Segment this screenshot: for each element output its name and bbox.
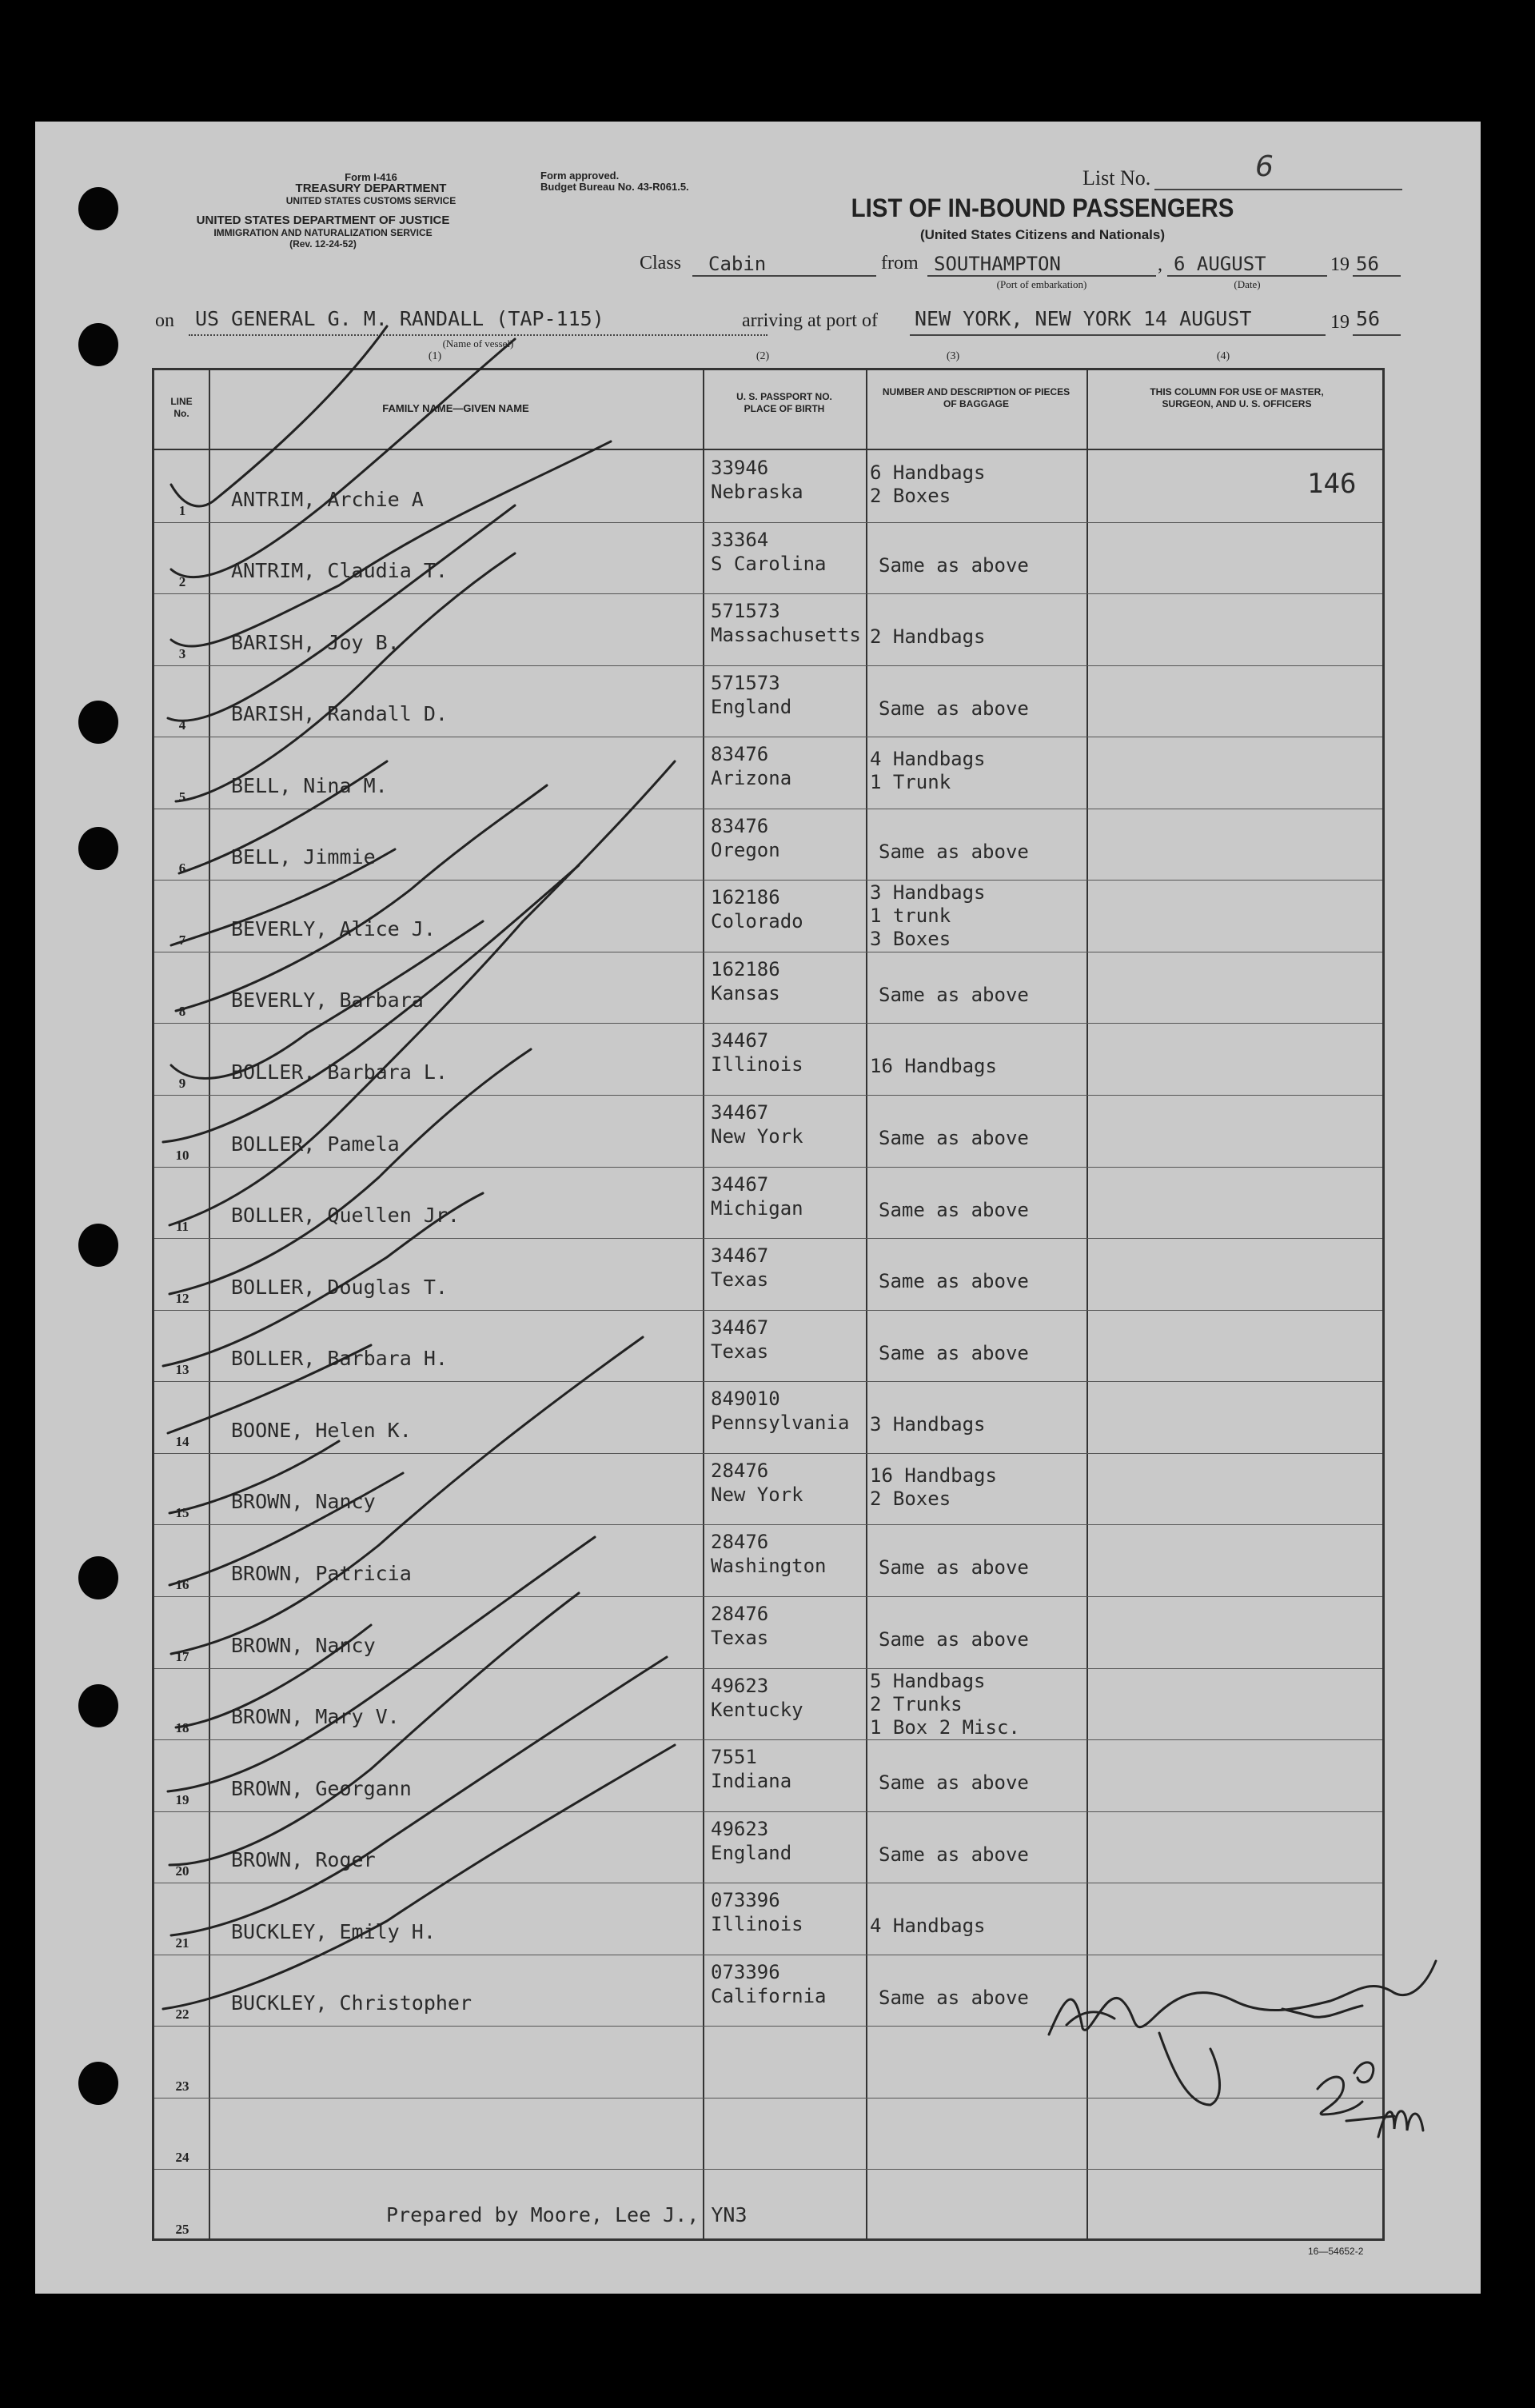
table-row [154, 1739, 1382, 1811]
table-row [154, 1310, 1382, 1382]
passport-number: 162186 [711, 886, 780, 909]
passenger-name: BARISH, Joy B. [231, 630, 400, 654]
year-arrival: 56 [1356, 307, 1381, 330]
year-embark: 56 [1356, 253, 1379, 275]
line-number: 6 [178, 861, 186, 877]
passenger-name: ANTRIM, Claudia T. [231, 559, 448, 583]
passenger-name: BROWN, Mary V. [231, 1705, 400, 1729]
place-of-birth: England [711, 695, 792, 718]
immigration-service: IMMIGRATION AND NATURALIZATION SERVICE [213, 227, 433, 238]
footer-code: 16—54652-2 [1308, 2246, 1364, 2257]
table-row [154, 450, 1382, 522]
binder-hole [78, 323, 118, 366]
passenger-name: BROWN, Georgann [231, 1776, 412, 1800]
line-number: 10 [175, 1147, 189, 1163]
table-row [154, 1811, 1382, 1883]
table-row [154, 2098, 1382, 2170]
binder-hole [78, 2062, 118, 2105]
baggage-item: Same as above [879, 983, 1029, 1006]
baggage-item: Same as above [879, 1627, 1029, 1651]
line-number: 11 [175, 1219, 189, 1235]
passport-number: 073396 [711, 1889, 780, 1912]
place-of-birth: New York [711, 1483, 803, 1506]
passenger-name: BOLLER, Barbara H. [231, 1347, 448, 1371]
baggage-item: Same as above [879, 553, 1029, 577]
passenger-name: BROWN, Patricia [231, 1561, 412, 1585]
place-of-birth: Washington [711, 1555, 827, 1578]
baggage-item: Same as above [879, 840, 1029, 863]
passport-number: 34467 [711, 1244, 769, 1268]
passenger-name: BUCKLEY, Christopher [231, 1991, 472, 2015]
manifest-page [35, 122, 1481, 2294]
passport-number: 34467 [711, 1029, 769, 1052]
passport-number: 83476 [711, 743, 769, 766]
passport-number: 49623 [711, 1674, 769, 1697]
vessel-note: (Name of vessel) [442, 337, 514, 349]
place-of-birth: Massachusetts [711, 624, 861, 647]
prepared-by: Prepared by Moore, Lee J., YN3 [386, 2202, 748, 2226]
line-number: 2 [178, 574, 186, 590]
arriving-label: arriving at port of [742, 310, 878, 331]
place-of-birth: Indiana [711, 1770, 792, 1793]
line-number: 25 [175, 2221, 189, 2237]
arrival-date-embark: 6 AUGUST [1174, 253, 1266, 275]
class-label: Class [640, 253, 682, 274]
table-row [154, 1238, 1382, 1310]
baggage-item: 5 Handbags [870, 1669, 986, 1692]
line-number: 1 [178, 502, 186, 518]
date-note: (Date) [1234, 278, 1261, 290]
line-number: 16 [175, 1576, 189, 1592]
baggage-item: Same as above [879, 1127, 1029, 1150]
passenger-name: BOONE, Helen K. [231, 1418, 412, 1442]
year-prefix [1330, 254, 1350, 276]
place-of-birth: Nebraska [711, 481, 803, 503]
header-baggage: NUMBER AND DESCRIPTION OF PIECES OF BAGGAGE [882, 386, 1071, 409]
document-title: LIST OF IN-BOUND PASSENGERS [851, 194, 1234, 222]
place-of-birth: Pennsylvania [711, 1412, 850, 1435]
baggage-item: 1 Box 2 Misc. [870, 1715, 1020, 1739]
line-number: 3 [178, 645, 186, 661]
baggage-item: 1 Trunk [870, 771, 951, 794]
table-row [154, 952, 1382, 1024]
line-number: 22 [175, 2007, 189, 2023]
list-no-line [1154, 189, 1402, 190]
passport-number: 34467 [711, 1172, 769, 1196]
passport-number: 83476 [711, 814, 769, 837]
binder-hole [78, 827, 118, 870]
baggage-item: 4 Handbags [870, 1915, 986, 1938]
form-approved: Form approved. [540, 170, 620, 182]
passport-number: 49623 [711, 1817, 769, 1840]
passenger-name: BROWN, Nancy [231, 1633, 376, 1657]
table-row [154, 522, 1382, 594]
line-number: 15 [175, 1505, 189, 1521]
date-line [1167, 275, 1327, 277]
baggage-item: 16 Handbags [870, 1055, 997, 1078]
list-no-value: 6 [1255, 150, 1274, 183]
baggage-item: 6 Handbags [870, 461, 986, 484]
baggage-item: Same as above [879, 1341, 1029, 1364]
embark-note: (Port of embarkation) [996, 278, 1087, 290]
header-passport: U. S. PASSPORT NO. PLACE OF BIRTH [736, 391, 832, 414]
budget-bureau: Budget Bureau No. 43-R061.5. [540, 181, 689, 193]
table-row [154, 2026, 1382, 2098]
binder-hole [78, 187, 118, 230]
table-row [154, 1453, 1382, 1525]
arrival-line [910, 334, 1326, 336]
table-row [154, 1668, 1382, 1740]
baggage-item: 2 Boxes [870, 1487, 951, 1510]
header-name: FAMILY NAME—GIVEN NAME [382, 402, 529, 414]
passport-number: 7551 [711, 1746, 757, 1769]
binder-hole [78, 1556, 118, 1599]
table-row [154, 737, 1382, 809]
baggage-item: 16 Handbags [870, 1464, 997, 1487]
passport-number: 34467 [711, 1101, 769, 1124]
baggage-item: 3 Handbags [870, 1413, 986, 1436]
passenger-name: BOLLER, Barbara L. [231, 1060, 448, 1084]
year-prefix-text-2: 19 [1330, 312, 1350, 333]
from-label: from [881, 253, 919, 274]
binder-hole [78, 1224, 118, 1267]
customs-service: UNITED STATES CUSTOMS SERVICE [285, 195, 457, 206]
passenger-name: BELL, Nina M. [231, 773, 388, 797]
year-prefix-2 [1330, 312, 1350, 333]
line-number: 19 [175, 1791, 189, 1807]
passport-number: 571573 [711, 600, 780, 623]
passenger-table [152, 368, 1385, 2241]
line-number: 9 [178, 1076, 186, 1092]
place-of-birth: Illinois [711, 1053, 803, 1076]
place-of-birth: Kentucky [711, 1698, 803, 1721]
baggage-item: Same as above [879, 697, 1029, 720]
passenger-name: BELL, Jimmie [231, 845, 376, 869]
baggage-item: Same as above [879, 1771, 1029, 1795]
place-of-birth: Illinois [711, 1913, 803, 1936]
baggage-item: Same as above [879, 1986, 1029, 2009]
passenger-name: BOLLER, Douglas T. [231, 1275, 448, 1299]
baggage-item: Same as above [879, 1556, 1029, 1579]
table-row [154, 1524, 1382, 1596]
passport-number: 33946 [711, 457, 769, 479]
line-number: 24 [175, 2150, 189, 2166]
baggage-item: 3 Boxes [870, 928, 951, 951]
place-of-birth: Arizona [711, 767, 792, 790]
passenger-name: BUCKLEY, Emily H. [231, 1919, 436, 1943]
baggage-item: 2 Trunks [870, 1692, 963, 1715]
binder-hole [78, 701, 118, 744]
line-number: 20 [175, 1863, 189, 1879]
line-number: 5 [178, 789, 186, 805]
passport-number: 33364 [711, 528, 769, 551]
place-of-birth: California [711, 1984, 827, 2007]
place-of-birth: Kansas [711, 981, 780, 1004]
passenger-name: BARISH, Randall D. [231, 702, 448, 726]
passenger-name: BEVERLY, Barbara [231, 988, 424, 1012]
table-row [154, 1167, 1382, 1239]
baggage-item: Same as above [879, 1198, 1029, 1221]
baggage-item: Same as above [879, 1270, 1029, 1293]
binder-hole [78, 1684, 118, 1727]
place-of-birth: England [711, 1841, 792, 1864]
col-num-3: (3) [946, 350, 960, 362]
document-subtitle: (United States Citizens and Nationals) [919, 227, 1166, 242]
table-row [154, 809, 1382, 881]
justice-dept: UNITED STATES DEPARTMENT OF JUSTICE [196, 214, 450, 227]
table-row [154, 1023, 1382, 1095]
passport-number: 28476 [711, 1459, 769, 1482]
place-of-birth: Michigan [711, 1196, 803, 1220]
table-row [154, 665, 1382, 737]
year-line [1353, 275, 1401, 277]
col-num-1: (1) [428, 350, 442, 362]
header-line-no: LINE No. [170, 396, 193, 419]
place-of-birth: Oregon [711, 838, 780, 861]
embark-line [927, 275, 1156, 277]
treasury-dept: TREASURY DEPARTMENT [295, 182, 447, 195]
baggage-item: 1 trunk [870, 904, 951, 928]
line-number: 21 [175, 1935, 189, 1951]
place-of-birth: S Carolina [711, 552, 827, 575]
table-row [154, 1381, 1382, 1453]
arrival-port: NEW YORK, NEW YORK 14 AUGUST [915, 307, 1252, 330]
header-officers: THIS COLUMN FOR USE OF MASTER, SURGEON, AND U. S. OFFICERS [1150, 386, 1324, 409]
baggage-item: Same as above [879, 1843, 1029, 1866]
place-of-birth: Texas [711, 1340, 769, 1363]
place-of-birth: Colorado [711, 910, 803, 933]
place-of-birth: Texas [711, 1626, 769, 1649]
line-number: 18 [175, 1720, 189, 1736]
passport-number: 073396 [711, 1960, 780, 1983]
place-of-birth: Texas [711, 1268, 769, 1292]
line-number: 14 [175, 1433, 189, 1449]
embark-port: SOUTHAMPTON [934, 253, 1061, 275]
place-of-birth: New York [711, 1125, 803, 1148]
vessel-name: US GENERAL G. M. RANDALL (TAP-115) [195, 307, 604, 330]
table-row [154, 2169, 1382, 2241]
class-line [692, 275, 876, 277]
line-number: 17 [175, 1648, 189, 1664]
col-num-2: (2) [756, 350, 770, 362]
revision-date: (Rev. 12-24-52) [289, 238, 357, 250]
line-number: 13 [175, 1362, 189, 1378]
table-row [154, 1883, 1382, 1955]
passport-number: 28476 [711, 1531, 769, 1554]
passport-number: 34467 [711, 1316, 769, 1339]
baggage-item: 3 Handbags [870, 881, 986, 904]
passenger-name: ANTRIM, Archie A [231, 487, 424, 511]
list-no-label: List No. [1082, 166, 1151, 190]
baggage-item: 2 Handbags [870, 625, 986, 649]
baggage-item: 4 Handbags [870, 748, 986, 771]
table-row [154, 1596, 1382, 1668]
table-row [154, 1095, 1382, 1167]
year-line-2 [1353, 334, 1401, 336]
vessel-line [189, 334, 768, 336]
baggage-item: 2 Boxes [870, 485, 951, 507]
line-number: 23 [175, 2078, 189, 2094]
table-row [154, 1955, 1382, 2027]
line-number: 8 [178, 1004, 186, 1020]
line-number: 4 [178, 717, 186, 733]
passport-number: 849010 [711, 1388, 780, 1411]
line-number: 12 [175, 1290, 189, 1306]
year-prefix-text: 19 [1330, 254, 1350, 275]
class-value: Cabin [708, 253, 767, 275]
passenger-name: BROWN, Roger [231, 1848, 376, 1872]
form-number: Form I-416 [345, 171, 397, 183]
comma: , [1158, 254, 1162, 275]
passport-number: 571573 [711, 671, 780, 694]
passenger-name: BEVERLY, Alice J. [231, 916, 436, 940]
table-row [154, 880, 1382, 952]
line-number: 7 [178, 932, 186, 948]
passenger-name: BROWN, Nancy [231, 1490, 376, 1514]
col-num-4: (4) [1216, 350, 1230, 362]
passport-number: 162186 [711, 957, 780, 980]
officer-note: 146 [1307, 468, 1357, 500]
table-row [154, 593, 1382, 665]
passenger-name: BOLLER, Pamela [231, 1132, 400, 1156]
on-label: on [155, 310, 174, 331]
passport-number: 28476 [711, 1602, 769, 1625]
passenger-name: BOLLER, Quellen Jr. [231, 1204, 460, 1228]
